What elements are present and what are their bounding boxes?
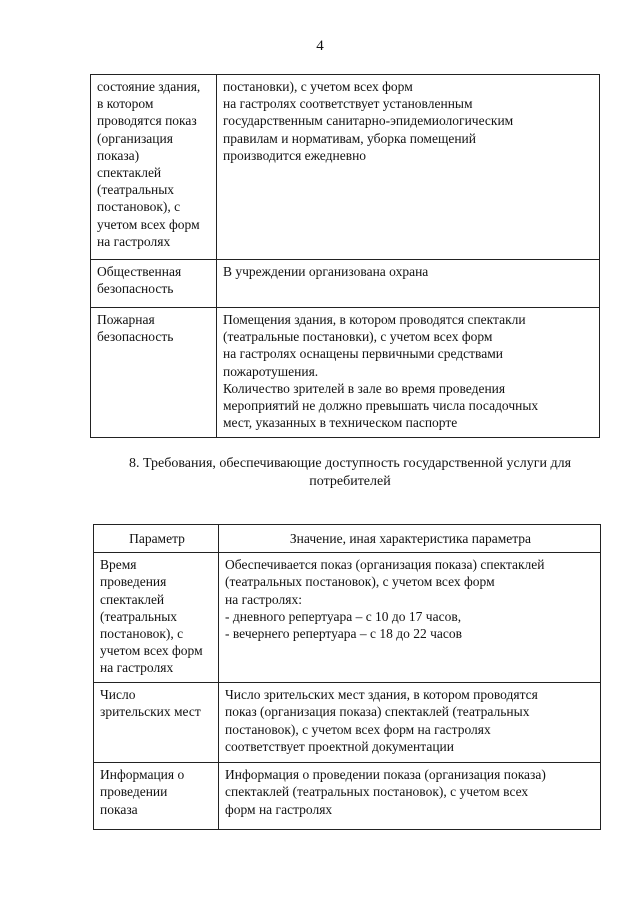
cell-text-line: (театральные постановки), с учетом всех форм — [223, 329, 493, 345]
cell-text-line: Пожарная — [97, 312, 155, 327]
table-body — [94, 553, 601, 830]
cell-text-line: Время — [100, 557, 137, 573]
cell-text-line: проведении — [100, 784, 168, 800]
cell-text-line: показа) — [97, 147, 140, 163]
cell-text-line: Количество зрителей в зале во время проведения — [223, 380, 506, 396]
section-heading-line: 8. Требования, обеспечивающие доступность государственной услуги для — [128, 456, 572, 471]
value-cell — [217, 75, 600, 260]
parameter-cell — [94, 763, 219, 830]
cell-text-line: мероприятий не должно превышать числа посадочных — [223, 398, 539, 414]
section-8-heading — [60, 455, 640, 491]
accessibility-requirements-table — [93, 524, 601, 830]
cell-text-line: спектаклей (театральных постановок), с учетом всех — [225, 784, 529, 800]
column-header-value: Значение, иная характеристика параметра — [219, 525, 601, 553]
cell-text-line: форм на гастролях — [225, 801, 333, 817]
cell-text-line: правилам и нормативам, уборка помещений — [223, 130, 477, 146]
cell-text-line: учетом всех форм — [100, 643, 203, 659]
section-heading-line: потребителей — [309, 474, 391, 489]
cell-text-line: В учреждении организована охрана — [223, 264, 429, 279]
value-cell — [219, 763, 601, 830]
cell-text-line: мест, указанных в техническом паспорте — [223, 415, 458, 431]
cell-text-line: пожаротушения. — [223, 363, 319, 379]
requirements-table-continued — [90, 74, 600, 438]
cell-text-line: - вечернего репертуара – с 18 до 22 часов — [225, 626, 462, 642]
cell-text-line: Общественная — [97, 264, 182, 279]
table-row — [94, 763, 601, 830]
page-number: 4 — [316, 38, 324, 54]
cell-text-line: на гастролях: — [225, 591, 302, 607]
value-cell — [217, 260, 600, 308]
cell-text-line: безопасность — [97, 281, 174, 297]
parameter-cell — [94, 553, 219, 683]
cell-text-line: соответствует проектной документации — [225, 738, 454, 754]
cell-text-line: - дневного репертуара – с 10 до 17 часов, — [225, 608, 462, 624]
cell-text-line: спектаклей — [100, 591, 165, 607]
cell-text-line: (организация — [97, 130, 173, 146]
parameter-cell — [91, 308, 217, 438]
table-row — [91, 75, 600, 260]
cell-text-line: постановок), с — [97, 199, 181, 215]
table-row — [91, 308, 600, 438]
table-header-row — [94, 525, 601, 553]
table-row — [94, 683, 601, 763]
cell-text-line: спектаклей — [97, 165, 162, 181]
cell-text-line: Информация о проведении показа (организация показа) — [225, 767, 546, 783]
cell-text-line: (театральных — [97, 182, 175, 198]
cell-text-line: Помещения здания, в котором проводятся спектакли — [223, 312, 526, 327]
cell-text-line: проводятся показ — [97, 113, 197, 129]
cell-text-line: зрительских мест — [100, 704, 201, 720]
cell-text-line: в котором — [97, 96, 154, 112]
parameter-cell — [91, 260, 217, 308]
cell-text-line: учетом всех форм — [97, 216, 200, 232]
table-body — [91, 75, 600, 438]
cell-text-line: постановки), с учетом всех форм — [223, 79, 413, 94]
cell-text-line: постановок), с — [100, 626, 184, 642]
cell-text-line: показ (организация показа) спектаклей (театральных — [225, 704, 530, 720]
parameter-cell — [94, 683, 219, 763]
cell-text-line: проведения — [100, 574, 167, 590]
cell-text-line: показа — [100, 801, 138, 817]
column-header-parameter: Параметр — [94, 525, 219, 553]
table-row — [94, 553, 601, 683]
value-cell — [217, 308, 600, 438]
cell-text-line: на гастролях — [100, 660, 174, 676]
value-cell — [219, 553, 601, 683]
cell-text-line: (театральных постановок), с учетом всех форм — [225, 574, 495, 590]
value-cell — [219, 683, 601, 763]
cell-text-line: на гастролях соответствует установленным — [223, 96, 473, 112]
cell-text-line: Обеспечивается показ (организация показа) спектаклей — [225, 557, 545, 573]
cell-text-line: на гастролях оснащены первичными средствами — [223, 346, 503, 362]
cell-text-line: (театральных — [100, 608, 178, 624]
cell-text-line: постановок), с учетом всех форм на гастролях — [225, 721, 491, 737]
cell-text-line: на гастролях — [97, 233, 171, 249]
cell-text-line: Число зрительских мест здания, в котором проводятся — [225, 687, 538, 703]
cell-text-line: состояние здания, — [97, 79, 201, 94]
cell-text-line: производится ежедневно — [223, 147, 367, 163]
cell-text-line: Информация о — [100, 767, 185, 783]
cell-text-line: государственным санитарно-эпидемиологическим — [223, 113, 514, 129]
cell-text-line: безопасность — [97, 329, 174, 345]
table-row — [91, 260, 600, 308]
cell-text-line: Число — [100, 687, 136, 703]
parameter-cell — [91, 75, 217, 260]
